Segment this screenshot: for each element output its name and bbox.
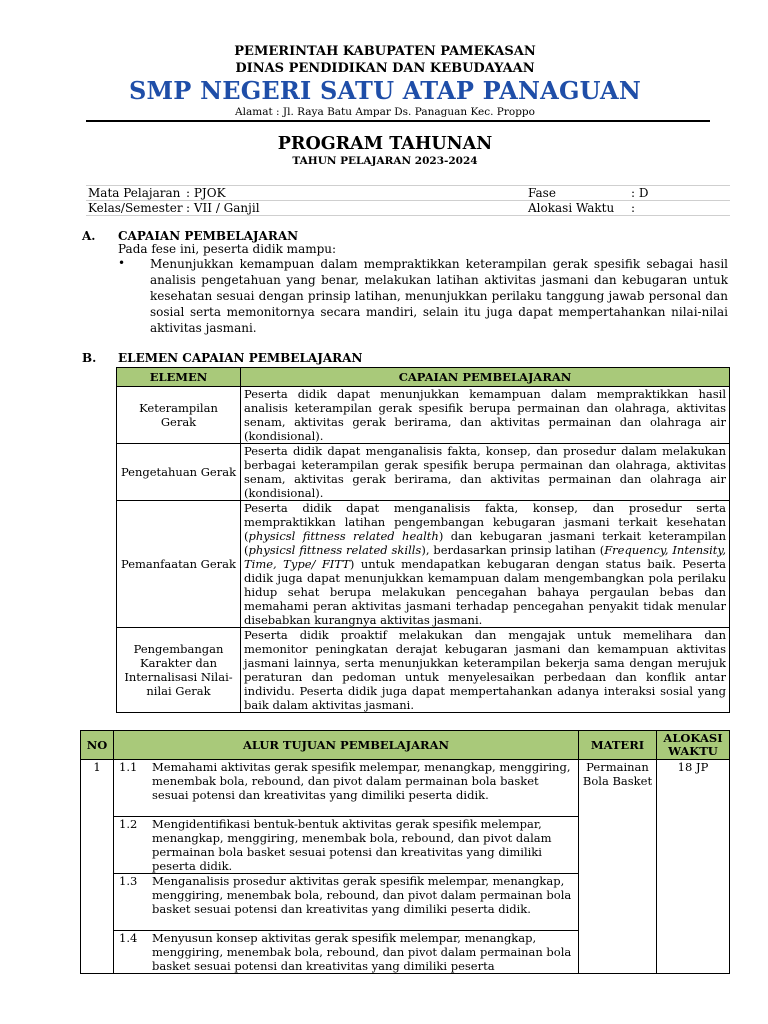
element-table-header [117,368,730,387]
col-alloc: ALOKASI WAKTU [657,731,730,760]
achievement-part: Peserta didik dapat menganalisis fakta, konsep, dan prosedur serta mempraktikkan latihan pengembangan kebugaran jasmani terkait kesehatan ( [244,501,726,543]
bullet-icon: • [118,256,126,270]
achievement-cell: Peserta didik proaktif melakukan dan mengajak untuk memelihara dan memonitor peningkatan derajat kebugaran jasmani dan kemampuan aktivitas jasmani lainnya, serta menunjukkan keterampilan bekerja sama dengan merujuk peraturan dan pedoman untuk menyelesaikan perbedaan dan konflik antar individu. Peserta didik juga dapat mempertahankan adanya interaksi sosial yang baik dalam aktivitas jasmani. [241,628,730,713]
element-cell: Pengetahuan Gerak [117,444,241,501]
section-a-text: Menunjukkan kemampuan dalam mempraktikkan keterampilan gerak spesifik sebagai hasil analisis pengetahuan yang benar, melakukan latihan aktivitas jasmani dan kebugaran untuk kesehatan sesuai dengan prinsip latihan, menunjukkan perilaku tanggung jawab personal dan sosial serta memonitornya secara mandiri, selain itu juga dapat mempertahankan nilai-nilai aktivitas jasmani. [150,257,728,335]
class-label: Kelas/Semester [88,201,183,215]
class-value: : VII / Ganjil [186,201,260,215]
gov-header: PEMERINTAH KABUPATEN PAMEKASAN [234,44,536,59]
achievement-cell: Peserta didik dapat menganalisis fakta, konsep, dan prosedur dalam melakukan berbagai keterampilan gerak spesifik berupa permainan dan olahraga, aktivitas senam, aktivitas gerak berirama, dan aktivitas permainan dan olahraga air (kondisional). [241,444,730,501]
achievement-part: ), berdasarkan prinsip latihan ( [421,543,605,557]
phase-label: Fase [528,186,556,200]
item-text: Menyusun konsep aktivitas gerak spesifik melempar, menangkap, menggiring, menembak bola, rebound, dan pivot dalam permainan bola basket sesuai potensi dan kreativitas yang dimiliki peserta [148,931,579,974]
item-number: 1.1 [114,760,149,817]
section-b-title: ELEMEN CAPAIAN PEMBELAJARAN [118,351,363,365]
identity-row-1 [86,186,730,201]
table-row [81,760,730,817]
element-table [116,367,730,713]
row-number: 1 [81,760,114,974]
section-a-title: CAPAIAN PEMBELAJARAN [118,229,299,243]
col-element: ELEMEN [117,368,241,387]
section-b-letter: B. [82,351,97,365]
col-material: MATERI [579,731,657,760]
subject-label: Mata Pelajaran [88,186,181,200]
item-text: Menganalisis prosedur aktivitas gerak spesifik melempar, menangkap, menggiring, menembak bola, rebound, dan pivot dalam permainan bola basket sesuai potensi dan kreativitas yang dimiliki peserta didik. [148,874,579,931]
dept-header: DINAS PENDIDIKAN DAN KEBUDAYAAN [235,61,535,76]
item-text: Memahami aktivitas gerak spesifik melempar, menangkap, menggiring, menembak bola, rebound, dan pivot dalam permainan bola basket sesuai potensi dan kreativitas yang dimiliki peserta didik. [148,760,579,817]
item-number: 1.3 [114,874,149,931]
section-a-letter: A. [82,229,96,243]
alloc-cell: 18 JP [657,760,730,974]
table-row [117,628,730,713]
achievement-part: ) untuk mendapatkan kebugaran dengan status baik. Peserta didik juga dapat menunjukkan kemampuan dalam mengembangkan pola perilaku hidup sehat berupa melakukan pencegahan bahaya pergaulan bebas dan memahami peran aktivitas jasmani terhadap pencegahan penyakit tidak menular disebabkan kurangnya aktivitas jasmani. [244,557,727,627]
section-a-intro: Pada fese ini, peserta didik mampu: [118,242,337,256]
alloc-value: : [631,201,636,215]
phase-value: : D [631,186,649,200]
item-number: 1.4 [114,931,149,974]
document-subtitle: TAHUN PELAJARAN 2023-2024 [292,155,478,167]
element-cell: Pengembangan Karakter dan Internalisasi Nilai-nilai Gerak [117,628,241,713]
item-number: 1.2 [114,817,149,874]
achievement-part: ) dan kebugaran jasmani terkait keterampilan ( [244,529,726,557]
element-cell: Pemanfaatan Gerak [117,501,241,628]
achievement-cell [241,501,730,628]
table-row [117,444,730,501]
achievement-italic: physicsl fittness related skills [248,543,422,557]
subject-value: : PJOK [186,186,226,200]
col-achievement: CAPAIAN PEMBELAJARAN [241,368,730,387]
table-row [117,387,730,444]
achievement-cell: Peserta didik dapat menunjukkan kemampuan dalam mempraktikkan hasil analisis keterampilan gerak spesifik berupa permainan dan olahraga, aktivitas senam, aktivitas gerak berirama, dan aktivitas permainan dan olahraga air (kondisional). [241,387,730,444]
identity-bottom-rule [86,215,730,216]
document-title: PROGRAM TAHUNAN [277,134,493,154]
table-row [117,501,730,628]
identity-row-2 [86,201,730,216]
achievement-italic: physicsl fittness related health [248,529,439,543]
learning-flow-table [80,730,730,974]
col-no: NO [81,731,114,760]
achievement-italic: Frequency, Intensity, Time, Type/ FITT [244,543,726,571]
header-divider [86,120,710,122]
col-flow: ALUR TUJUAN PEMBELAJARAN [114,731,579,760]
flow-table-header [81,731,730,760]
element-cell: Keterampilan Gerak [117,387,241,444]
school-address: Alamat : Jl. Raya Batu Ampar Ds. Panaguan Kec. Proppo [235,106,535,118]
alloc-label: Alokasi Waktu [528,201,615,215]
item-text: Mengidentifikasi bentuk-bentuk aktivitas gerak spesifik melempar, menangkap, menggiring, menembak bola, rebound, dan pivot dalam permainan bola basket sesuai potensi dan kreativitas yang dimiliki peserta didik. [148,817,579,874]
school-name: SMP NEGERI SATU ATAP PANAGUAN [128,76,642,105]
material-cell: Permainan Bola Basket [579,760,657,974]
